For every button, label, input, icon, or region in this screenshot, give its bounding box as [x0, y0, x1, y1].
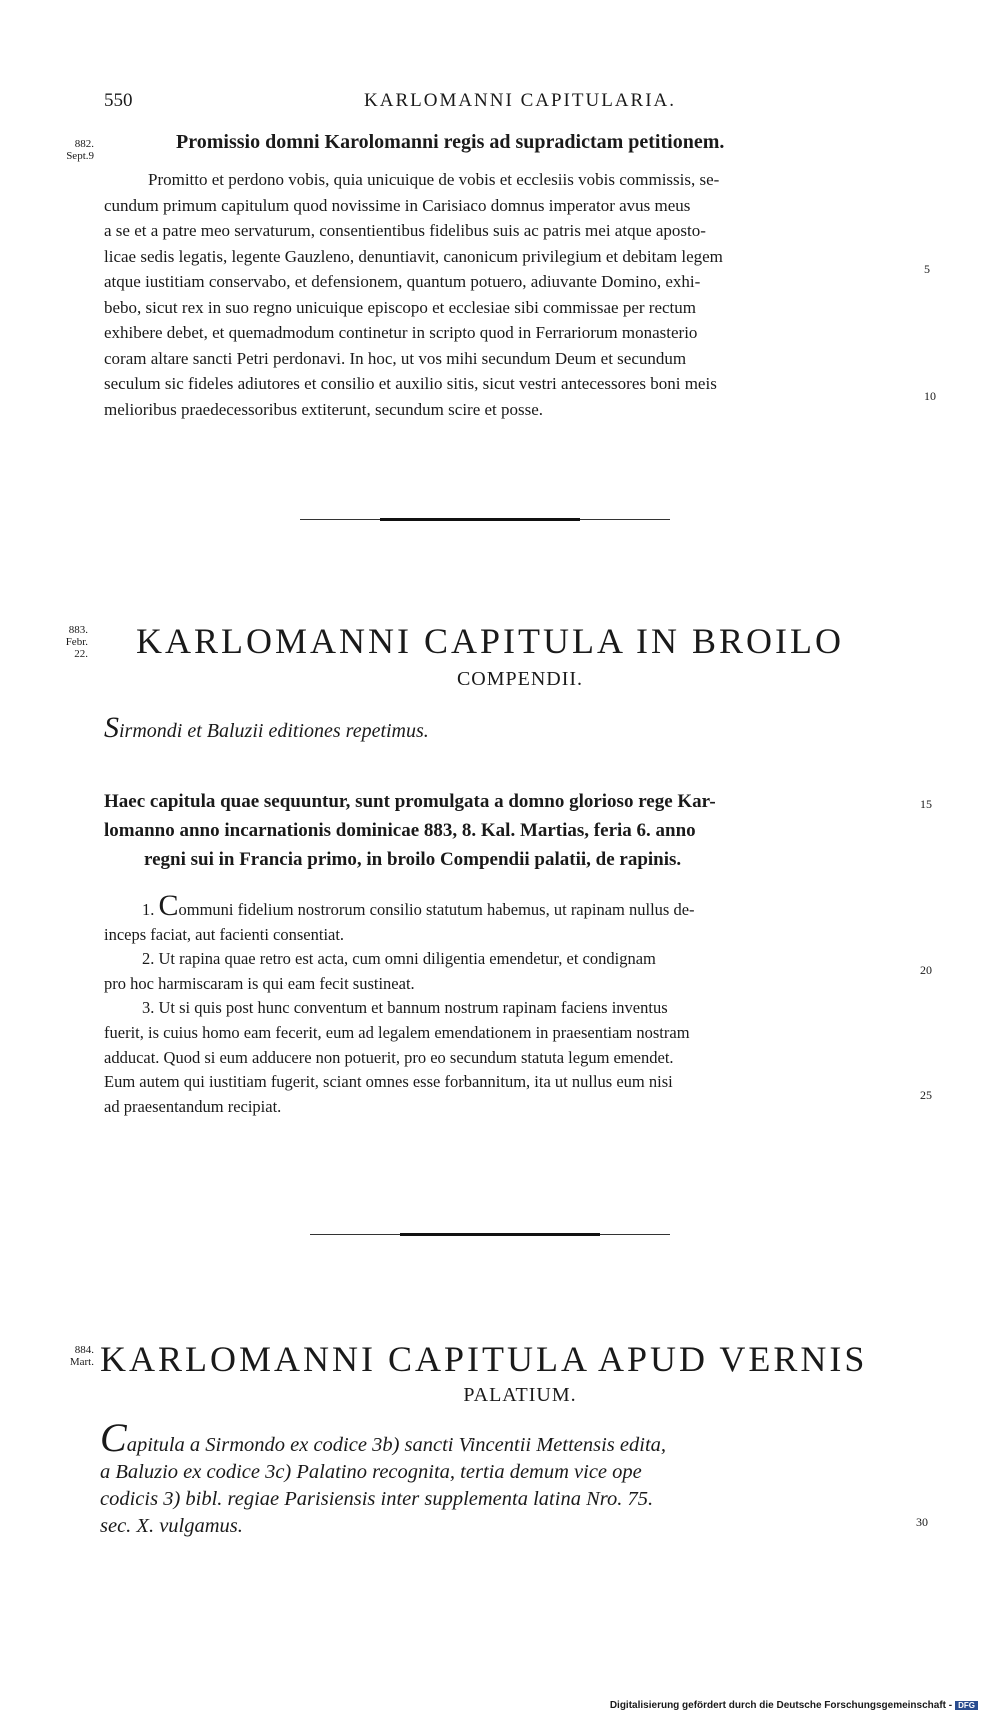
margin-date-884 [34, 1344, 94, 1368]
line-number-30: 30 [916, 1515, 928, 1529]
chapter-3-cont: Eum autem qui iustitiam fugerit, sciant omnes esse forbannitum, ita ut nullus eum nisi [104, 1072, 673, 1092]
capitula-chapters [104, 889, 912, 1119]
chapter-2 [104, 947, 912, 972]
margin-month: Febr. [65, 636, 88, 648]
margin-date-882 [34, 138, 94, 162]
margin-year: 882. [74, 138, 94, 150]
footer-text: Digitalisierung gefördert durch die Deutsche Forschungsgemeinschaft - [609, 1700, 953, 1711]
intro-line: regni sui in Francia primo, in broilo Compendii palatii, de rapinis. [144, 849, 682, 870]
digitization-footer [610, 1700, 978, 1711]
section-divider-center [380, 518, 580, 521]
line-number-10: 10 [924, 389, 936, 403]
intro-line: lomanno anno incarnationis dominicae 883, 8. Kal. Martias, feria 6. anno [104, 820, 696, 841]
editorial-note [104, 711, 429, 744]
text-line: cundum primum capitulum quod novissime in Carisiaco domnus imperator avus meus [104, 195, 691, 215]
chapter-number: 2. [142, 949, 155, 969]
chapter-3-cont: ad praesentandum recipiat. [104, 1096, 282, 1116]
margin-date-883 [28, 624, 88, 660]
chapter-2-cont: pro hoc harmiscaram is qui eam fecit sustineat. [104, 973, 415, 993]
editorial-line: sec. X. vulgamus. [100, 1515, 243, 1537]
section-subtitle-palatium: PALATIUM. [463, 1384, 577, 1406]
capitula-intro [104, 787, 912, 874]
page-number: 550 [104, 90, 133, 111]
vernis-editorial [100, 1415, 908, 1540]
text-line: exhibere debet, et quemadmodum continetur in scripto quod in Ferrariorum monasterio [104, 323, 698, 342]
margin-year: 884. [74, 1344, 94, 1356]
text-line: melioribus praedecessoribus extiterunt, secundum scire et posse. [104, 399, 544, 419]
promissio-text [104, 167, 918, 422]
line-number-15: 15 [920, 797, 932, 811]
chapter-1 [104, 889, 912, 923]
line-number-20: 20 [920, 963, 932, 977]
chapter-3 [104, 996, 912, 1021]
text-line: seculum sic fideles adiutores et consilio et auxilio sitis, sicut vestri antecessores boni meis [104, 374, 717, 393]
editorial-dropcap: C [100, 1415, 127, 1460]
editorial-text: irmondi et Baluzii editiones repetimus. [119, 720, 429, 742]
editorial-line: a Baluzio ex codice 3c) Palatino recognita, tertia demum vice ope [100, 1461, 642, 1483]
dfg-logo: DFG [955, 1701, 978, 1710]
chapter-line: Ut si quis post hunc conventum et bannum nostrum rapinam faciens inventus [158, 998, 668, 1018]
chapter-number: 1. [142, 900, 155, 919]
margin-month: Sept.9 [66, 150, 94, 162]
line-number-25: 25 [920, 1088, 932, 1102]
section-divider-center [400, 1233, 600, 1236]
editorial-line-text: apitula a Sirmondo ex codice 3b) sancti Vincentii Mettensis edita, [126, 1434, 667, 1456]
editorial-dropcap: S [104, 711, 119, 744]
text-line: a se et a patre meo servaturum, consentientibus fidelibus suis ac patris mei atque aposto- [104, 221, 706, 240]
chapter-3-cont: fuerit, is cuius homo eam fecerit, eum ad legalem emendationem in praesentiam nostram [104, 1022, 690, 1042]
text-line: bebo, sicut rex in suo regno unicuique episcopo et ecclesiae sibi commissae per rectum [104, 297, 696, 317]
intro-line: Haec capitula quae sequuntur, sunt promulgata a domno glorioso rege Kar- [104, 791, 716, 812]
running-title: KARLOMANNI CAPITULARIA. [364, 90, 676, 111]
editorial-line [100, 1415, 908, 1460]
text-line: licae sedis legatis, legente Gauzleno, denuntiavit, canonicum privilegium et debitam legem [104, 246, 723, 266]
margin-month: Mart. [69, 1356, 94, 1368]
chapter-3-cont: adducat. Quod si eum adducere non potuerit, pro eo secundum statuta legum emendet. [104, 1047, 674, 1067]
line-number-5: 5 [924, 262, 930, 276]
section-title-promissio: Promissio domni Karolomanni regis ad supradictam petitionem. [176, 131, 725, 153]
chapter-dropcap: C [158, 889, 179, 922]
margin-year: 883. [68, 624, 88, 636]
editorial-line: codicis 3) bibl. regiae Parisiensis inter supplementa latina Nro. 75. [100, 1488, 654, 1510]
text-line: coram altare sancti Petri perdonavi. In hoc, ut vos mihi secundum Deum et secundum [104, 348, 687, 368]
chapter-line: Ut rapina quae retro est acta, cum omni diligentia emendetur, et condignam [158, 949, 656, 969]
text-line: Promitto et perdono vobis, quia unicuique de vobis et ecclesiis vobis commissis, se- [148, 170, 720, 189]
section-title-vernis: KARLOMANNI CAPITULA APUD VERNIS [100, 1339, 868, 1379]
chapter-line: ommuni fidelium nostrorum consilio statutum habemus, ut rapinam nullus de- [178, 900, 695, 919]
margin-day: 22. [74, 648, 88, 660]
text-line: atque iustitiam conservabo, et defensionem, quantum potuero, adiuvante Domino, exhi- [104, 272, 701, 291]
section-title-broilo: KARLOMANNI CAPITULA IN BROILO [136, 621, 844, 661]
chapter-1-cont: inceps faciat, aut facienti consentiat. [104, 924, 345, 944]
section-subtitle-compendii: COMPENDII. [456, 668, 584, 690]
chapter-number: 3. [142, 998, 155, 1018]
